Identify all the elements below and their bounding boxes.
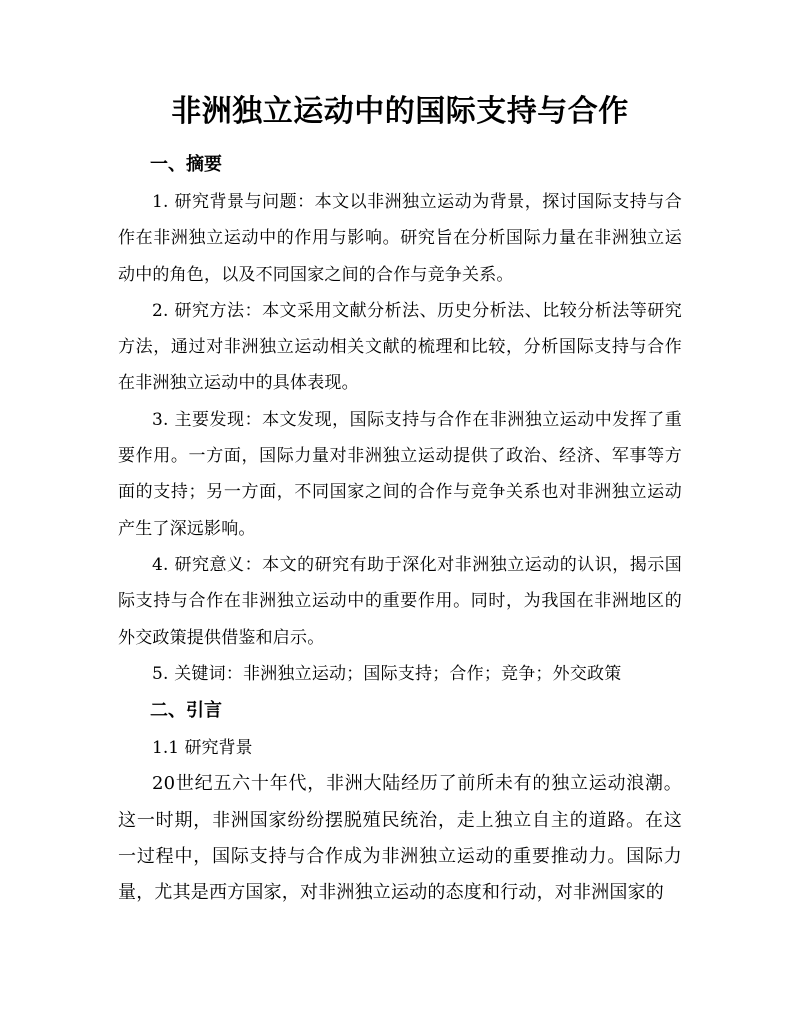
research-background-subheading: 1.1 研究背景	[152, 738, 253, 759]
introduction-paragraph: 20世纪五六十年代，非洲大陆经历了前所未有的独立运动浪潮。这一时期，非洲国家纷纷摆脱殖民统治，走上独立自主的道路。在这一过程中，国际支持与合作成为非洲独立运动的重要推动力。国际力量，尤其是西方国家，对非洲独立运动的态度和行动，对非洲国家的	[118, 773, 682, 904]
abstract-item-methods: 2. 研究方法：本文采用文献分析法、历史分析法、比较分析法等研究方法，通过对非洲独立运动相关文献的梳理和比较，分析国际支持与合作在非洲独立运动中的具体表现。	[118, 300, 682, 394]
introduction-heading: 二、引言	[150, 700, 222, 722]
document-title: 非洲独立运动中的国际支持与合作	[171, 94, 629, 129]
abstract-item-background: 1. 研究背景与问题：本文以非洲独立运动为背景，探讨国际支持与合作在非洲独立运动中的作用与影响。研究旨在分析国际力量在非洲独立运动中的角色，以及不同国家之间的合作与竞争关系。	[118, 192, 682, 285]
abstract-item-keywords: 5. 关键词：非洲独立运动；国际支持；合作；竞争；外交政策	[152, 663, 622, 684]
abstract-item-findings: 3. 主要发现：本文发现，国际支持与合作在非洲独立运动中发挥了重要作用。一方面，国际力量对非洲独立运动提供了政治、经济、军事等方面的支持；另一方面，不同国家之间的合作与竞争关系也对非洲独立运动产生了深远影响。	[118, 409, 682, 539]
abstract-heading: 一、摘要	[150, 154, 222, 175]
abstract-item-significance: 4. 研究意义：本文的研究有助于深化对非洲独立运动的认识，揭示国际支持与合作在非洲独立运动中的重要作用。同时，为我国在非洲地区的外交政策提供借鉴和启示。	[118, 554, 682, 648]
